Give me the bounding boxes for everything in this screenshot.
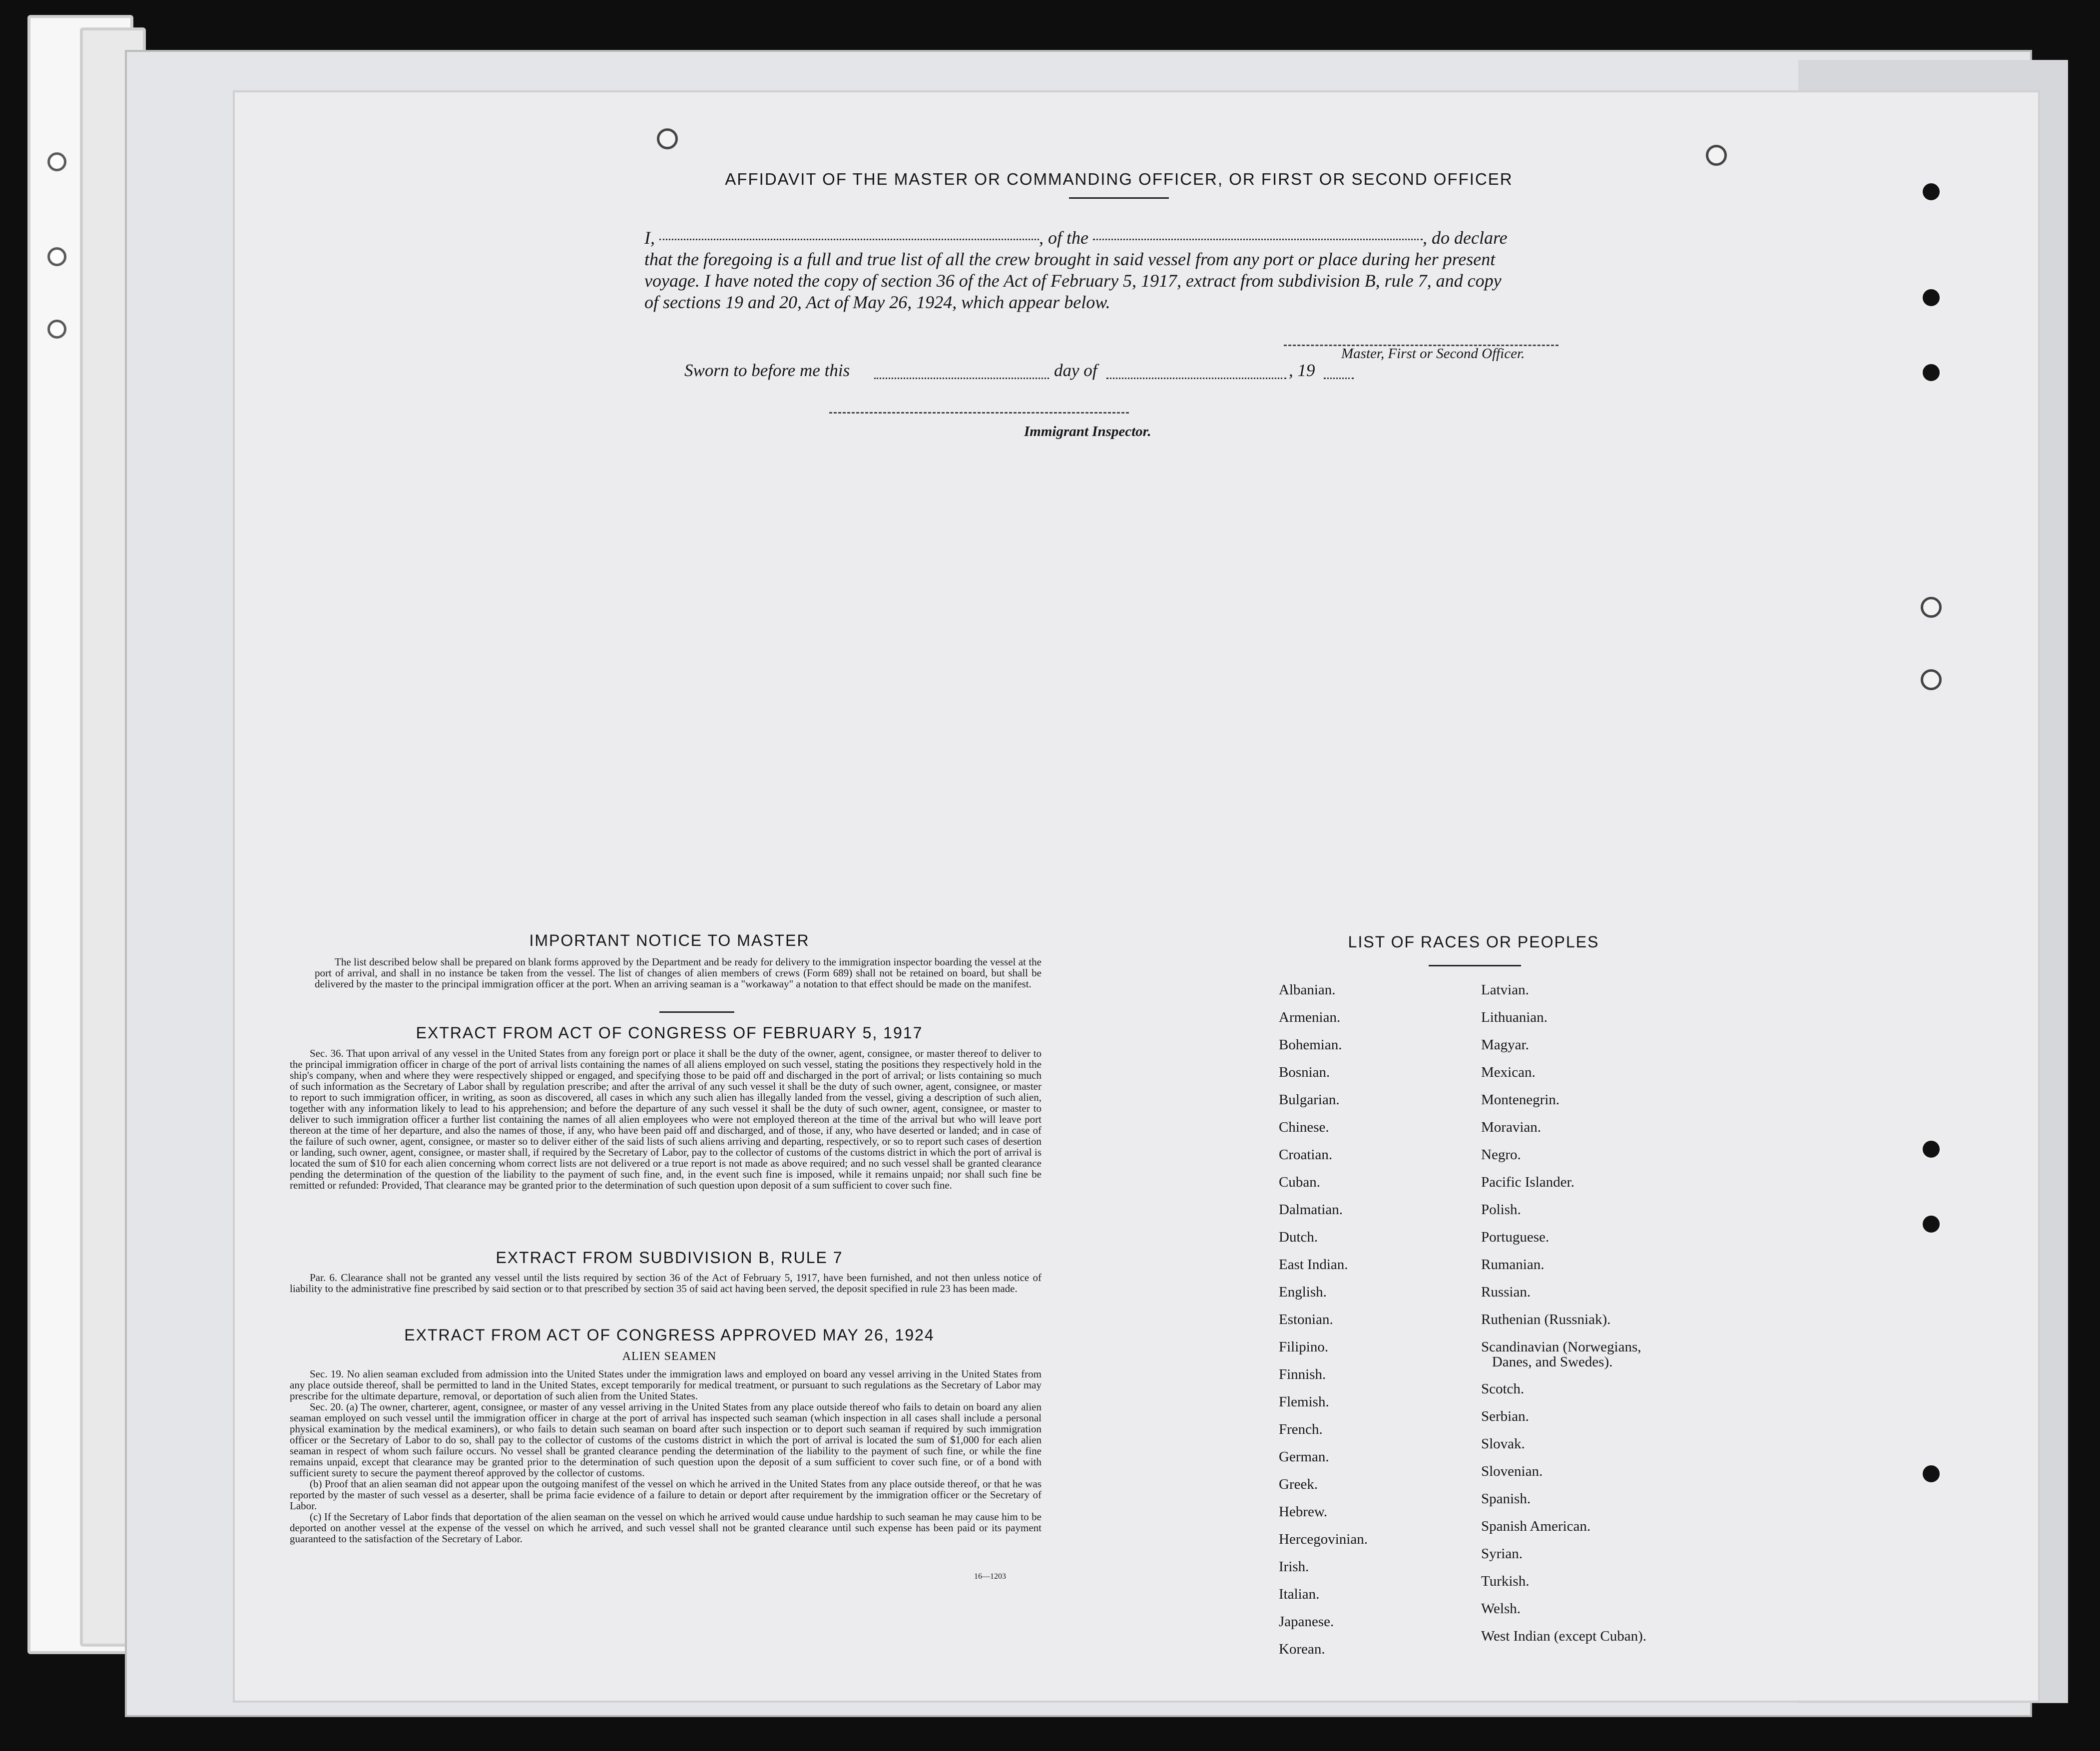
extract-1917-body	[290, 1048, 1042, 1191]
race-item: Hebrew.	[1279, 1504, 1328, 1520]
affidavit-i: I,	[644, 228, 655, 248]
section-19-paragraph: Sec. 19. No alien seaman excluded from admission into the United States under the immigration laws and employed on board any vessel arriving in the United States from any place outside thereof, shall be permitted to land in the United States, except temporarily for medical treatment, or pursuant to such regulations as the Secretary of Labor may prescribe for the ultimate departure, removal, or deportation of such alien from the United States.	[290, 1368, 1042, 1402]
race-item: Hercegovinian.	[1279, 1531, 1368, 1547]
punch-hole	[1706, 145, 1727, 166]
notice-title: IMPORTANT NOTICE TO MASTER	[529, 931, 810, 949]
affidavit-title: AFFIDAVIT OF THE MASTER OR COMMANDING OFFICER, OR FIRST OR SECOND OFFICER	[725, 170, 1513, 188]
binder-hole	[47, 320, 66, 339]
race-item: English.	[1279, 1284, 1327, 1300]
race-item: Flemish.	[1279, 1394, 1329, 1410]
race-item: Pacific Islander.	[1481, 1174, 1575, 1190]
race-item: Finnish.	[1279, 1366, 1326, 1382]
binder-hole	[47, 247, 66, 266]
extract-1917-title: EXTRACT FROM ACT OF CONGRESS OF FEBRUARY 5, 1917	[416, 1024, 923, 1042]
race-item: Syrian.	[1481, 1546, 1523, 1562]
binder-hole	[47, 152, 66, 171]
race-item: Slovak.	[1481, 1436, 1525, 1452]
extract-1924-title: EXTRACT FROM ACT OF CONGRESS APPROVED MAY 26, 1924	[404, 1326, 935, 1344]
master-signature-caption: Master, First or Second Officer.	[1341, 346, 1525, 362]
affidavit-declare: , do declare	[1422, 228, 1508, 248]
punch-hole	[1921, 1463, 1942, 1484]
race-item: Slovenian.	[1481, 1463, 1543, 1479]
race-item: Scotch.	[1481, 1381, 1525, 1397]
section-20b-paragraph: (b) Proof that an alien seaman did not appear upon the outgoing manifest of the vessel on which he arrived in the United States from any place outside thereof, or that he was reported by the master of such vessel as a deserter, shall be prima facie evidence of a failure to detain or deport after requirement by the immigration officer or the Secretary of Labor.	[290, 1478, 1042, 1512]
title-rule	[1069, 197, 1169, 199]
paragraph-6: Par. 6. Clearance shall not be granted any vessel until the lists required by section 36 of the Act of February 5, 1917, have been furnished, and not then unless notice of liability to the administrative fine prescribed by said section or to that prescribed by section 35 of said act having been served, the deposit specified in rule 23 has been made.	[290, 1272, 1042, 1295]
punch-hole	[1921, 597, 1942, 618]
affidavit-line-3: voyage. I have noted the copy of section 36 of the Act of February 5, 1917, extract from subdivision B, rule 7, and copy	[644, 271, 1502, 291]
inspector-caption: Immigrant Inspector.	[1024, 424, 1151, 439]
name-blank[interactable]	[659, 239, 1039, 240]
race-item: Polish.	[1481, 1202, 1521, 1218]
sworn-day-blank[interactable]	[874, 378, 1049, 379]
inspector-signature-line[interactable]	[829, 412, 1129, 414]
race-item: Serbian.	[1481, 1408, 1529, 1424]
section-20a-paragraph: Sec. 20. (a) The owner, charterer, agent, consignee, or master of any vessel arriving in the United States from any place outside thereof who fails to detain on board any alien seaman employed on such vessel until the immigration officer in charge at the port of arrival has inspected such seaman (which inspection in all cases shall include a personal physical examination by the medical examiners), or who fails to detain such seaman on board after such inspection or to deport such seaman if required by such immigration officer or the Secretary of Labor to do so, shall pay to the collector of customs of the customs district in which the port of arrival is located the sum of $1,000 for each alien seaman in respect of whom such failure occurs. No vessel shall be granted clearance pending the determination of the liability to the payment of such fine, or while the fine remains unpaid, except that clearance may be granted prior to the determination of such question upon the deposit of a sum sufficient to cover such fine, or of a bond with sufficient surety to secure the payment thereof approved by the collector of customs.	[290, 1401, 1042, 1479]
race-item: Greek.	[1279, 1476, 1318, 1492]
alien-seamen-subtitle: ALIEN SEAMEN	[622, 1350, 717, 1363]
race-item: Montenegrin.	[1481, 1092, 1560, 1108]
affidavit-line-2: that the foregoing is a full and true list of all the crew brought in said vessel from any port or place during her present	[644, 249, 1496, 269]
race-item: Cuban.	[1279, 1174, 1320, 1190]
race-item: Lithuanian.	[1481, 1009, 1548, 1025]
race-item: Ruthenian (Russniak).	[1481, 1312, 1611, 1327]
punch-hole	[1921, 1139, 1942, 1160]
race-item: Russian.	[1481, 1284, 1531, 1300]
affidavit-of-the: , of the	[1039, 228, 1088, 248]
race-item: German.	[1279, 1449, 1329, 1465]
race-item: Japanese.	[1279, 1614, 1334, 1630]
race-item: Italian.	[1279, 1586, 1320, 1602]
punch-hole	[1921, 287, 1942, 308]
affidavit-line-1	[644, 227, 1593, 249]
punch-hole	[1921, 669, 1942, 690]
race-item: Magyar.	[1481, 1037, 1529, 1053]
race-item: Moravian.	[1481, 1119, 1541, 1135]
sworn-year-blank[interactable]	[1324, 378, 1354, 379]
race-item: Negro.	[1481, 1147, 1521, 1163]
race-item: Turkish.	[1481, 1573, 1530, 1589]
extract-rule7-body	[290, 1272, 1042, 1294]
section-rule	[659, 1011, 734, 1013]
race-item: Spanish.	[1481, 1491, 1531, 1507]
race-item: Chinese.	[1279, 1119, 1329, 1135]
races-left-column	[1279, 976, 1368, 1663]
race-item: French.	[1279, 1421, 1323, 1437]
race-item: Latvian.	[1481, 982, 1529, 998]
race-item: Dutch.	[1279, 1229, 1318, 1245]
punch-hole	[657, 128, 678, 149]
race-item: Croatian.	[1279, 1147, 1333, 1163]
races-title: LIST OF RACES OR PEOPLES	[1348, 933, 1599, 951]
races-rule	[1429, 965, 1521, 966]
race-item: Bosnian.	[1279, 1064, 1330, 1080]
race-item: West Indian (except Cuban).	[1481, 1628, 1647, 1644]
notice-body	[315, 956, 1042, 989]
section-36-paragraph: Sec. 36. That upon arrival of any vessel in the United States from any foreign port or place it shall be the duty of the owner, agent, consignee, or master thereof to deliver to the principal immigration officer in charge of the port of arrival lists containing the names of all aliens employed on such vessel, stating the positions they respectively hold in the ship's company, when and where they were respectively shipped or engaged, and specifying those to be paid off and discharged in the port of arrival; or lists containing so much of such information as the Secretary of Labor shall by regulation prescribe; and after the arrival of any such vessel it shall be the duty of such owner, agent, consignee, or master to report to such immigration officer, in writing, as soon as discovered, all cases in which any such alien has illegally landed from the vessel, giving a description of such alien, together with any information likely to lead to his apprehension; and before the departure of any such vessel it shall be the duty of such owner, agent, consignee, or master to deliver to such immigration officer a further list containing the names of all alien employees who were not employed thereon at the time of the arrival but who will leave port thereon at the time of her departure, and also the names of those, if any, who have been paid off and discharged, and of those, if any, who have deserted or landed; and in case of the failure of such owner, agent, consignee, or master so to deliver either of the said lists of such aliens arriving and departing, respectively, or so to report such cases of desertion or landing, such owner, agent, consignee, or master shall, if required by the Secretary of Labor, pay to the collector of customs of the customs district in which the port of arrival is located the sum of $10 for each alien concerning whom correct lists are not delivered or a true report is not made as above required; and no such vessel shall be granted clearance pending the determination of the question of the liability to the payment of such fine, and, in the event such fine is imposed, while it remains unpaid; nor shall such fine be remitted or refunded: Provided, That clearance may be granted prior to the determination of such question upon deposit of a sum sufficient to cover such fine.	[290, 1047, 1042, 1191]
race-item: Welsh.	[1481, 1601, 1521, 1617]
vessel-blank[interactable]	[1093, 239, 1423, 240]
race-item: East Indian.	[1279, 1257, 1348, 1273]
affidavit-text	[644, 227, 1593, 313]
race-item: Scandinavian (Norwegians, Danes, and Swedes).	[1481, 1339, 1641, 1370]
race-item: Dalmatian.	[1279, 1202, 1343, 1218]
section-20c-paragraph: (c) If the Secretary of Labor finds that deportation of the alien seaman on the vessel on which he arrived would cause undue hardship to such seaman he may cause him to be deported on another vessel at the expense of the vessel on which he arrived, and such vessel shall not be granted clearance until such expense has been paid or its payment guaranteed to the satisfaction of the Secretary of Labor.	[290, 1511, 1042, 1545]
punch-hole	[1921, 181, 1942, 202]
race-item: Armenian.	[1279, 1009, 1341, 1025]
race-item: Filipino.	[1279, 1339, 1329, 1355]
extract-1924-body	[290, 1368, 1042, 1544]
race-item: Estonian.	[1279, 1312, 1333, 1327]
race-item: Korean.	[1279, 1641, 1325, 1657]
punch-hole	[1921, 362, 1942, 383]
race-item: Mexican.	[1481, 1064, 1536, 1080]
extract-rule7-title: EXTRACT FROM SUBDIVISION B, RULE 7	[496, 1249, 843, 1267]
sworn-month-blank[interactable]	[1106, 378, 1286, 379]
race-item: Spanish American.	[1481, 1518, 1591, 1534]
race-item: Irish.	[1279, 1559, 1309, 1575]
year-label: , 19	[1289, 361, 1315, 380]
notice-paragraph: The list described below shall be prepared on blank forms approved by the Department and be ready for delivery to the immigration inspector boarding the vessel at the port of arrival, and shall in no instance be taken from the vessel. The list of changes of alien members of crews (Form 689) shall not be retained on board, but shall be delivered by the master to the principal immigration officer at the port. When an arriving seaman is a "workaway" a notation to that effect should be made on the manifest.	[315, 956, 1042, 990]
form-number: 16—1203	[974, 1572, 1006, 1581]
race-item: Bohemian.	[1279, 1037, 1342, 1053]
punch-hole	[1921, 1214, 1942, 1235]
race-item: Portuguese.	[1481, 1229, 1550, 1245]
affidavit-line-4: of sections 19 and 20, Act of May 26, 1924, which appear below.	[644, 292, 1110, 312]
sworn-label: Sworn to before me this	[684, 361, 850, 380]
day-of-label: day of	[1054, 361, 1097, 380]
race-item: Bulgarian.	[1279, 1092, 1340, 1108]
race-item: Rumanian.	[1481, 1257, 1545, 1273]
races-right-column	[1481, 976, 1646, 1650]
race-item: Albanian.	[1279, 982, 1336, 998]
